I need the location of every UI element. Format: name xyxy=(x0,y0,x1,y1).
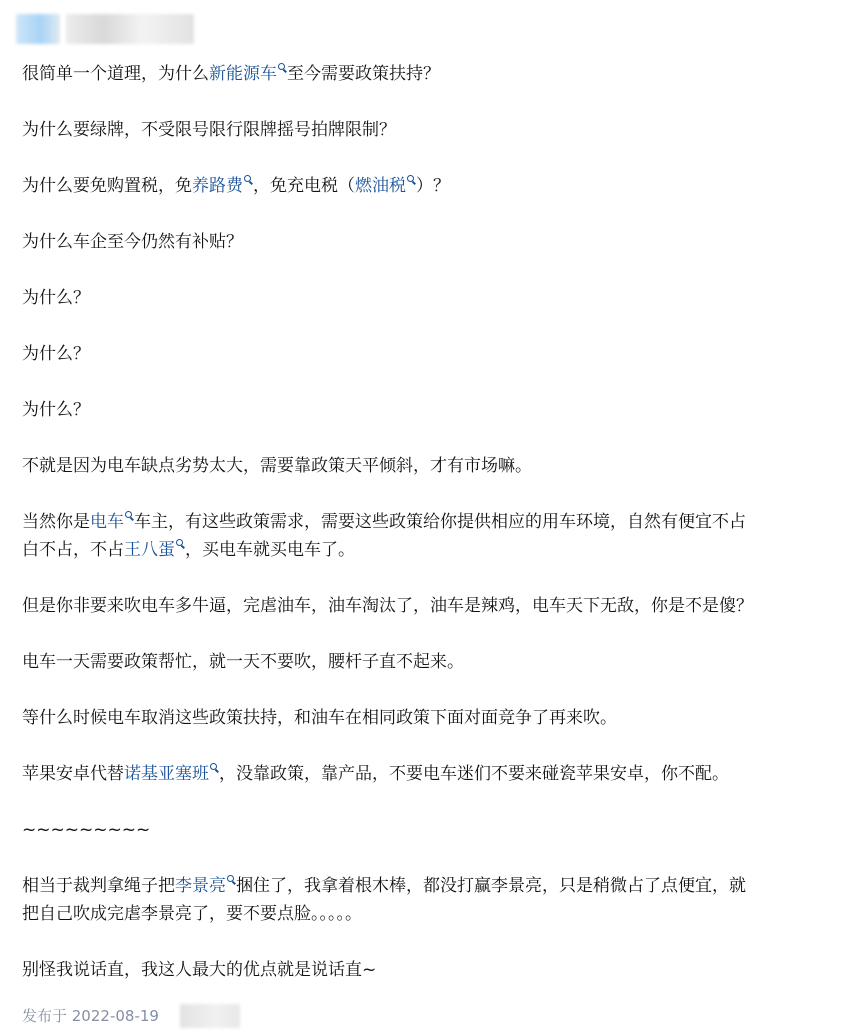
paragraph-gap xyxy=(22,200,832,228)
paragraph-line xyxy=(22,396,832,424)
text-segment: 不就是因为电车缺点劣势太大，需要靠政策天平倾斜，才有市场嘛。 xyxy=(22,456,532,476)
paragraph-gap xyxy=(22,424,832,452)
paragraph-line xyxy=(22,508,832,536)
paragraph-line xyxy=(22,704,832,732)
paragraph-line xyxy=(22,116,832,144)
paragraph-gap xyxy=(22,312,832,340)
text-segment: 为什么？ xyxy=(22,344,90,364)
text-segment: 当然你是 xyxy=(22,512,90,532)
search-icon[interactable] xyxy=(210,763,217,770)
paragraph-line xyxy=(22,956,832,984)
paragraph-line xyxy=(22,760,832,788)
paragraph-line xyxy=(22,60,832,88)
paragraph-line xyxy=(22,228,832,256)
paragraph-line xyxy=(22,172,832,200)
text-segment: ~~~~~~~~~ xyxy=(22,820,151,840)
author-header xyxy=(0,0,844,50)
author-name-blurred[interactable] xyxy=(66,14,194,44)
text-segment: 车主，有这些政策需求，需要这些政策给你提供相应的用车环境，自然有便宜不占 xyxy=(134,512,746,532)
search-link[interactable]: 养路费 xyxy=(192,176,243,196)
text-segment: 等什么时候电车取消这些政策扶持，和油车在相同政策下面对面竞争了再来吹。 xyxy=(22,708,617,728)
paragraph-gap xyxy=(22,788,832,816)
text-segment: 为什么要免购置税，免 xyxy=(22,176,192,196)
paragraph-line xyxy=(22,900,832,928)
paragraph-line xyxy=(22,648,832,676)
search-icon[interactable] xyxy=(244,175,251,182)
paragraph-gap xyxy=(22,928,832,956)
search-link[interactable]: 燃油税 xyxy=(355,176,406,196)
search-link[interactable]: 新能源车 xyxy=(209,64,277,84)
text-segment: 电车一天需要政策帮忙，就一天不要吹，腰杆子直不起来。 xyxy=(22,652,464,672)
paragraph-line xyxy=(22,340,832,368)
text-segment: 别怪我说话直，我这人最大的优点就是说话直~ xyxy=(22,960,377,980)
text-segment: 至今需要政策扶持？ xyxy=(287,64,440,84)
text-segment: 白不占，不占 xyxy=(22,540,124,560)
text-segment: 但是你非要来吹电车多牛逼，完虐油车，油车淘汰了，油车是辣鸡，电车天下无敌，你是不是傻？ xyxy=(22,596,753,616)
search-link[interactable]: 诺基亚塞班 xyxy=(124,764,209,784)
paragraph-line xyxy=(22,452,832,480)
answer-body xyxy=(22,60,832,984)
search-link[interactable]: 电车 xyxy=(90,512,124,532)
search-icon[interactable] xyxy=(176,539,183,546)
text-segment: 苹果安卓代替 xyxy=(22,764,124,784)
text-segment: 为什么？ xyxy=(22,288,90,308)
paragraph-line xyxy=(22,816,832,844)
paragraph-gap xyxy=(22,480,832,508)
paragraph-gap xyxy=(22,88,832,116)
publish-time: 发布于 2022-08-19 xyxy=(22,1007,159,1025)
paragraph-gap xyxy=(22,256,832,284)
search-link[interactable]: 李景亮 xyxy=(175,876,226,896)
paragraph-line xyxy=(22,536,832,564)
search-icon[interactable] xyxy=(407,175,414,182)
text-segment: ，免充电税（ xyxy=(253,176,355,196)
paragraph-gap xyxy=(22,620,832,648)
text-segment: ）？ xyxy=(416,176,450,196)
paragraph-gap xyxy=(22,676,832,704)
text-segment: 为什么要绿牌，不受限号限行限牌摇号拍牌限制？ xyxy=(22,120,396,140)
paragraph-gap xyxy=(22,844,832,872)
publish-time-blurred xyxy=(180,1004,240,1028)
paragraph-gap xyxy=(22,144,832,172)
text-segment: ，没靠政策，靠产品，不要电车迷们不要来碰瓷苹果安卓，你不配。 xyxy=(219,764,729,784)
text-segment: 把自己吹成完虐李景亮了，要不要点脸。。。。。 xyxy=(22,904,362,924)
text-segment: 为什么车企至今仍然有补贴？ xyxy=(22,232,243,252)
text-segment: ，买电车就买电车了。 xyxy=(185,540,355,560)
paragraph-gap xyxy=(22,368,832,396)
search-icon[interactable] xyxy=(125,511,132,518)
search-link[interactable]: 王八蛋 xyxy=(124,540,175,560)
text-segment: 相当于裁判拿绳子把 xyxy=(22,876,175,896)
paragraph-line xyxy=(22,872,832,900)
text-segment: 很简单一个道理，为什么 xyxy=(22,64,209,84)
paragraph-gap xyxy=(22,732,832,760)
avatar[interactable] xyxy=(16,14,60,44)
text-segment: 为什么？ xyxy=(22,400,90,420)
paragraph-gap xyxy=(22,564,832,592)
search-icon[interactable] xyxy=(278,63,285,70)
text-segment: 捆住了，我拿着根木棒，都没打赢李景亮，只是稍微占了点便宜，就 xyxy=(236,876,746,896)
paragraph-line xyxy=(22,284,832,312)
paragraph-line xyxy=(22,592,832,620)
search-icon[interactable] xyxy=(227,875,234,882)
